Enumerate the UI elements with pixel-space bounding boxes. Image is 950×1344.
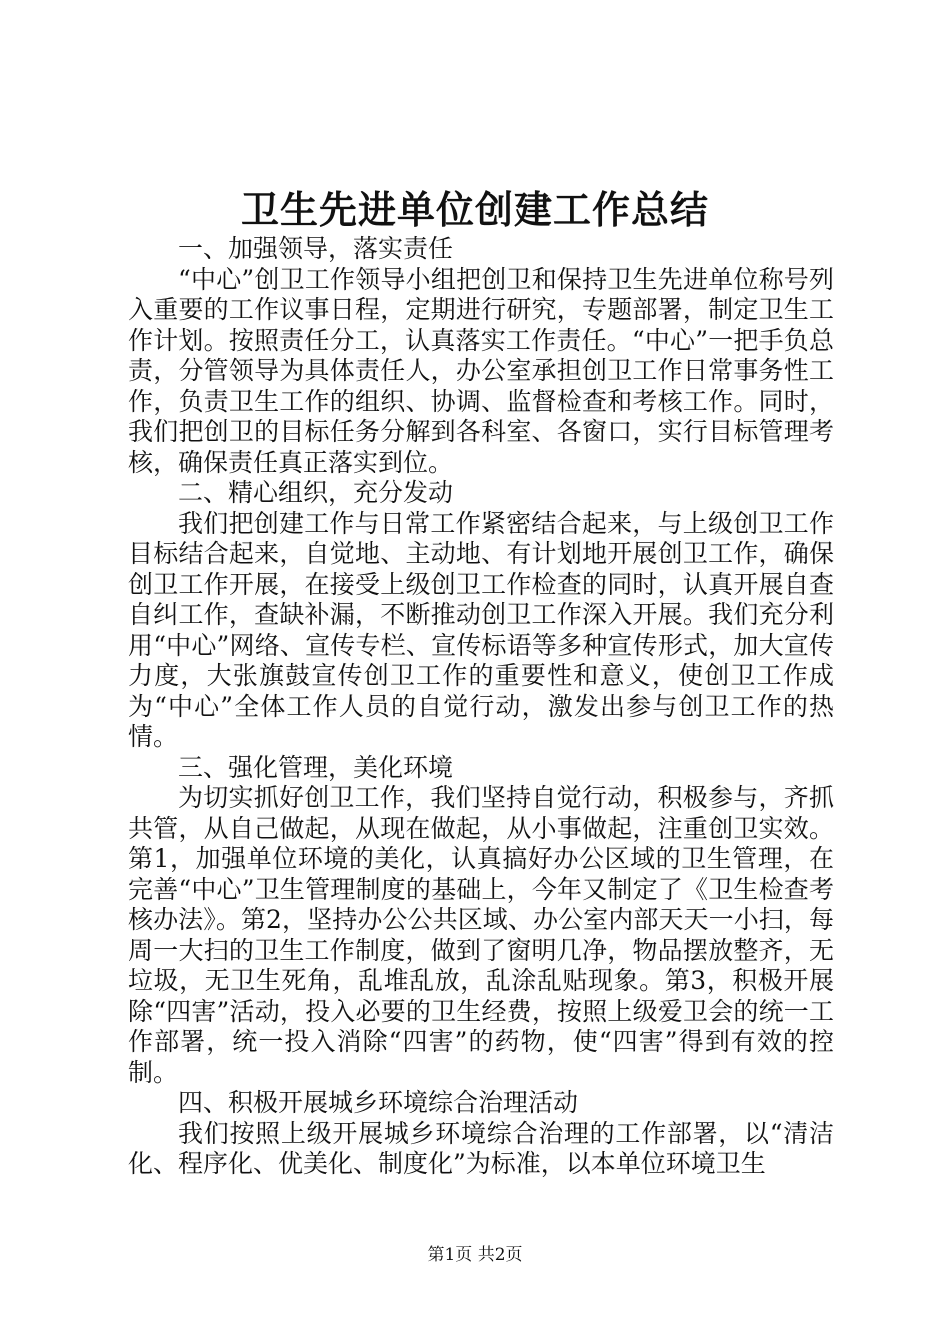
- section-paragraph-3: 为切实抓好创卫工作，我们坚持自觉行动，积极参与，齐抓共管，从自己做起，从现在做起，从小事做起，注重创卫实效。第1，加强单位环境的美化，认真搞好办公区域的卫生管理，在完善“中心”卫生管理制度的基础上，今年又制定了《卫生检查考核办法》。第2，坚持办公公共区域、办公室内部天天一小扫，每周一大扫的卫生工作制度，做到了窗明几净，物品摆放整齐，无垃圾，无卫生死角，乱堆乱放，乱涂乱贴现象。第3，积极开展除“四害”活动，投入必要的卫生经费，按照上级爱卫会的统一工作部署，统一投入消除“四害”的药物，使“四害”得到有效的控制。: [128, 783, 834, 1087]
- document-title: 卫生先进单位创建工作总结: [240, 187, 709, 232]
- section-heading-2: 二、精心组织，充分发动: [178, 478, 454, 507]
- section-heading-4: 四、积极开展城乡环境综合治理活动: [178, 1088, 579, 1117]
- section-paragraph-1: “中心”创卫工作领导小组把创卫和保持卫生先进单位称号列入重要的工作议事日程，定期进行研究，专题部署，制定卫生工作计划。按照责任分工，认真落实工作责任。“中心”一把手负总责，分管领导为具体责任人，办公室承担创卫工作日常事务性工作，负责卫生工作的组织、协调、监督检查和考核工作。同时，我们把创卫的目标任务分解到各科室、各窗口，实行目标管理考核，确保责任真正落实到位。: [128, 264, 834, 477]
- section-paragraph-2: 我们把创建工作与日常工作紧密结合起来，与上级创卫工作目标结合起来，自觉地、主动地、有计划地开展创卫工作，确保创卫工作开展，在接受上级创卫工作检查的同时，认真开展自查自纠工作，查缺补漏，不断推动创卫工作深入开展。我们充分利用“中心”网络、宣传专栏、宣传标语等多种宣传形式，加大宣传力度，大张旗鼓宣传创卫工作的重要性和意义，使创卫工作成为“中心”全体工作人员的自觉行动，激发出参与创卫工作的热情。: [128, 508, 834, 751]
- section-heading-1: 一、加强领导，落实责任: [178, 234, 454, 263]
- document-body: [128, 234, 834, 1180]
- section-heading-3: 三、强化管理，美化环境: [178, 752, 454, 782]
- section-paragraph-4: 我们按照上级开展城乡环境综合治理的工作部署，以“清洁化、程序化、优美化、制度化”为标准，以本单位环境卫生: [128, 1118, 834, 1178]
- page-footer: 第1页 共2页: [427, 1245, 523, 1265]
